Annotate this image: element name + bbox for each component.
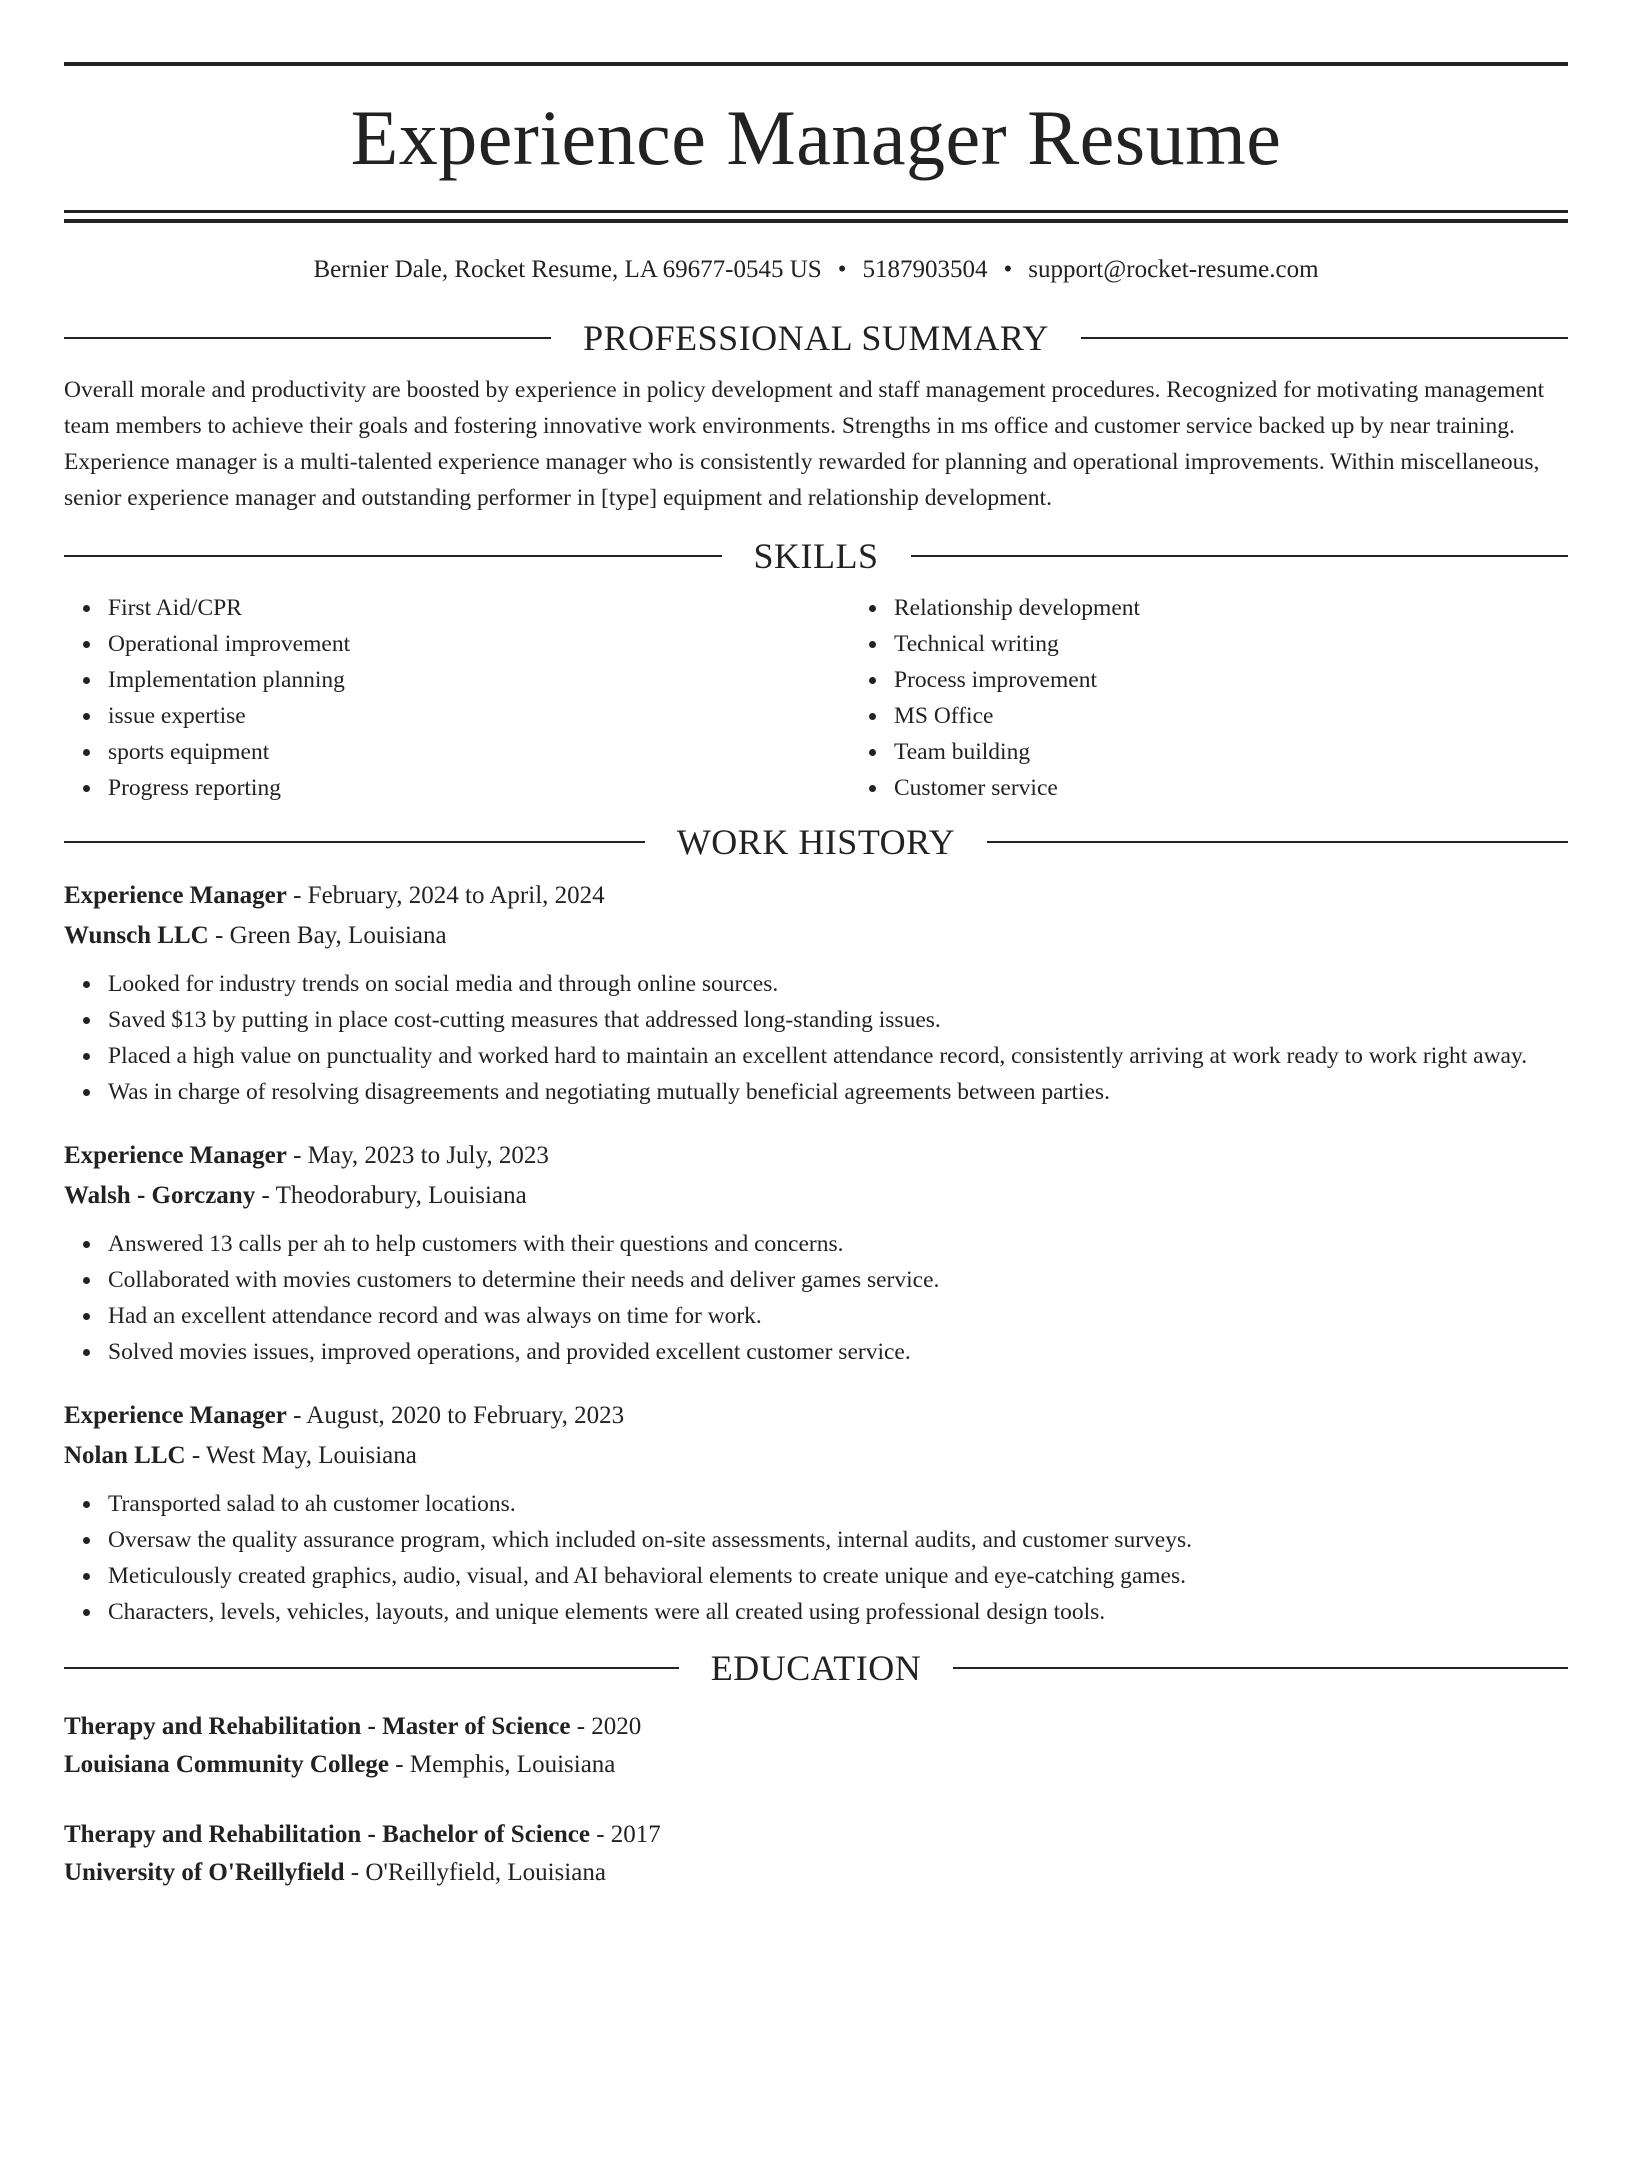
contact-email: support@rocket-resume.com (1028, 256, 1319, 283)
skill-item: issue expertise (108, 698, 850, 734)
education-location: - Memphis, Louisiana (389, 1751, 616, 1778)
top-rule (64, 62, 1568, 66)
heading-rule-left (64, 337, 551, 339)
skill-item: Relationship development (894, 590, 1632, 626)
heading-rule-left (64, 1667, 679, 1669)
summary-text: Overall morale and productivity are boosted by experience in policy development and staff management procedures. Recognized for motivating management team members to achieve their goals and fostering innovative work environments. Strengths in ms office and customer service backed up by near training. Experience manager is a multi-talented experience manager who is consistently rewarded for planning and operational improvements. Within miscellaneous, senior experience manager and outstanding performer in [type] equipment and relationship development. (64, 377, 1545, 511)
job-bullet: Oversaw the quality assurance program, which included on-site assessments, internal audits, and customer surveys. (108, 1522, 1568, 1558)
resume-page (0, 62, 1632, 2174)
job-entry (64, 1396, 1568, 1630)
education-year: - 2020 (570, 1713, 642, 1740)
job-bullet: Meticulously created graphics, audio, visual, and AI behavioral elements to create unique and eye-catching games. (108, 1558, 1568, 1594)
job-company-line (64, 916, 1568, 956)
education-school-line (64, 1746, 1568, 1784)
job-dates: - February, 2024 to April, 2024 (286, 882, 605, 909)
job-title-line (64, 876, 1568, 916)
job-entry (64, 876, 1568, 1110)
job-bullet: Placed a high value on punctuality and worked hard to maintain an excellent attendance record, consistently arriving at work ready to work right away. (108, 1038, 1568, 1074)
job-bullets (64, 1486, 1568, 1630)
skill-item: Customer service (894, 770, 1632, 806)
skill-item: MS Office (894, 698, 1632, 734)
work-heading-label: WORK HISTORY (676, 822, 956, 862)
skill-item: Implementation planning (108, 662, 850, 698)
job-entry (64, 1136, 1568, 1370)
job-bullet: Saved $13 by putting in place cost-cutting measures that addressed long-standing issues. (108, 1002, 1568, 1038)
skill-item: Operational improvement (108, 626, 850, 662)
heading-rule-right (911, 555, 1569, 557)
job-bullet: Had an excellent attendance record and was always on time for work. (108, 1298, 1568, 1334)
job-bullet: Was in charge of resolving disagreements and negotiating mutually beneficial agreements between parties. (108, 1074, 1568, 1110)
heading-rule-right (953, 1667, 1568, 1669)
job-bullet: Collaborated with movies customers to determine their needs and deliver games service. (108, 1262, 1568, 1298)
job-dates: - May, 2023 to July, 2023 (286, 1142, 549, 1169)
job-location: - West May, Louisiana (185, 1442, 417, 1469)
heading-rule-right (1081, 337, 1568, 339)
education-school: Louisiana Community College (64, 1751, 390, 1778)
heading-rule-right (987, 841, 1568, 843)
contact-separator: • (837, 256, 847, 283)
skills-heading (64, 534, 1568, 578)
job-bullets (64, 966, 1568, 1110)
education-heading-label: EDUCATION (710, 1648, 922, 1688)
job-bullet: Answered 13 calls per ah to help customers with their questions and concerns. (108, 1226, 1568, 1262)
skill-item: Process improvement (894, 662, 1632, 698)
job-dates: - August, 2020 to February, 2023 (286, 1402, 625, 1429)
job-bullet: Looked for industry trends on social media and through online sources. (108, 966, 1568, 1002)
title-double-rule (64, 210, 1568, 223)
skills-column-left (64, 590, 850, 806)
education-entry (64, 1708, 1568, 1784)
job-bullet: Transported salad to ah customer locations. (108, 1486, 1568, 1522)
education-degree: Therapy and Rehabilitation - Bachelor of Science (64, 1821, 590, 1848)
job-location: - Green Bay, Louisiana (208, 922, 447, 949)
education-degree-line (64, 1816, 1568, 1854)
summary-heading-label: PROFESSIONAL SUMMARY (583, 318, 1049, 358)
heading-rule-left (64, 555, 722, 557)
job-bullet: Characters, levels, vehicles, layouts, and unique elements were all created using professional design tools. (108, 1594, 1568, 1630)
education-degree-line (64, 1708, 1568, 1746)
job-title: Experience Manager (64, 882, 287, 909)
job-company: Nolan LLC (64, 1442, 186, 1469)
job-bullets (64, 1226, 1568, 1370)
contact-address: Bernier Dale, Rocket Resume, LA 69677-0545 US (313, 256, 822, 283)
skills-list (64, 590, 1568, 806)
job-company-line (64, 1176, 1568, 1216)
education-school-line (64, 1854, 1568, 1892)
job-location: - Theodorabury, Louisiana (255, 1182, 527, 1209)
education-school: University of O'Reillyfield (64, 1859, 345, 1886)
job-company: Wunsch LLC (64, 922, 209, 949)
job-title-line (64, 1396, 1568, 1436)
contact-separator: • (1003, 256, 1013, 283)
education-heading (64, 1646, 1568, 1690)
skill-item: Team building (894, 734, 1632, 770)
job-title-line (64, 1136, 1568, 1176)
skill-item: Progress reporting (108, 770, 850, 806)
education-entry (64, 1816, 1568, 1892)
skill-item: sports equipment (108, 734, 850, 770)
summary-heading (64, 316, 1568, 360)
skills-heading-label: SKILLS (753, 536, 879, 576)
job-title: Experience Manager (64, 1402, 287, 1429)
education-degree: Therapy and Rehabilitation - Master of Science (64, 1713, 571, 1740)
heading-rule-left (64, 841, 645, 843)
job-company: Walsh - Gorczany (64, 1182, 256, 1209)
work-heading (64, 820, 1568, 864)
contact-line (64, 254, 1568, 286)
education-location: - O'Reillyfield, Louisiana (344, 1859, 606, 1886)
job-bullet: Solved movies issues, improved operations, and provided excellent customer service. (108, 1334, 1568, 1370)
skill-item: Technical writing (894, 626, 1632, 662)
job-company-line (64, 1436, 1568, 1476)
resume-title: Experience Manager Resume (350, 94, 1282, 181)
job-title: Experience Manager (64, 1142, 287, 1169)
skill-item: First Aid/CPR (108, 590, 850, 626)
education-year: - 2017 (589, 1821, 661, 1848)
skills-column-right (850, 590, 1632, 806)
contact-phone: 5187903504 (862, 256, 988, 283)
